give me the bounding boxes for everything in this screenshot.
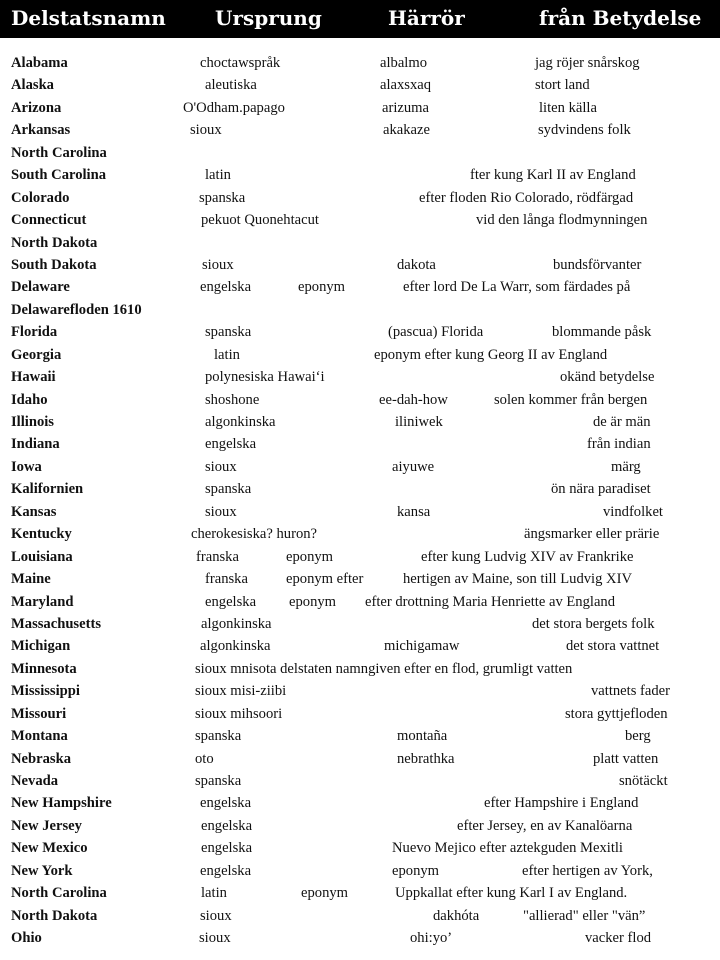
row-cell: algonkinska — [205, 414, 276, 430]
row-cell: nebrathka — [397, 750, 455, 767]
state-name: Arizona — [11, 99, 62, 116]
row-cell: eponym — [286, 548, 334, 565]
state-name: South Dakota — [11, 256, 97, 273]
table-row — [0, 792, 720, 814]
state-name: Indiana — [11, 436, 60, 453]
row-cell: de är män — [593, 414, 651, 430]
row-cell: vindfolket — [603, 503, 663, 520]
row-cell: Nuevo Mejico efter aztekguden Mexitli — [392, 840, 623, 857]
row-cell: eponym — [392, 862, 440, 879]
row-cell: hertigen av Maine, son till Ludvig XIV — [403, 571, 632, 588]
state-name: Michigan — [11, 638, 71, 655]
row-cell: dakhóta — [433, 907, 480, 924]
row-cell: dakota — [397, 256, 436, 273]
table-row — [0, 748, 720, 770]
row-cell: spanska — [199, 189, 246, 206]
state-name: Kentucky — [11, 526, 72, 543]
row-cell: platt vatten — [593, 750, 659, 767]
table-row — [0, 276, 720, 298]
row-cell: sioux mihsoori — [195, 705, 283, 722]
state-name: Colorado — [11, 189, 70, 206]
row-cell: engelska — [200, 279, 252, 296]
state-name: Nebraska — [11, 750, 71, 767]
row-cell: (pascua) Florida — [388, 324, 484, 341]
row-cell: latin — [214, 346, 240, 363]
table-row — [0, 546, 720, 568]
row-cell: eponym — [301, 885, 349, 902]
state-name: Ohio — [11, 930, 42, 947]
row-cell: sioux — [190, 122, 222, 139]
state-name: Georgia — [11, 346, 62, 363]
table-row — [0, 860, 720, 882]
table-row — [0, 433, 720, 455]
row-cell: efter hertigen av York, — [522, 862, 653, 879]
state-name: Hawaii — [11, 369, 56, 386]
row-cell: fter kung Karl II av England — [470, 167, 636, 184]
row-cell: sioux mnisota delstaten namngiven efter en flod, grumligt vatten — [195, 660, 573, 677]
row-cell: engelska — [205, 436, 257, 453]
row-cell: från indian — [587, 436, 651, 453]
row-cell: eponym — [298, 279, 346, 296]
row-cell: sioux — [200, 907, 232, 924]
row-cell: det stora bergets folk — [532, 615, 655, 632]
row-cell: montaña — [397, 728, 448, 745]
table-row — [0, 478, 720, 500]
state-name: Arkansas — [11, 122, 71, 139]
row-cell: O'Odham.papago — [183, 99, 285, 116]
table-row — [0, 703, 720, 725]
table-row — [0, 635, 720, 657]
row-cell: sioux — [202, 256, 234, 273]
row-cell: märg — [611, 458, 641, 475]
row-cell: aiyuwe — [392, 458, 435, 475]
state-name: Iowa — [11, 458, 42, 475]
state-name: Maryland — [11, 593, 74, 610]
row-cell: akakaze — [383, 122, 430, 139]
row-cell: eponym — [289, 593, 337, 610]
state-name: Illinois — [11, 414, 54, 430]
row-cell: latin — [205, 167, 231, 184]
row-cell: efter Hampshire i England — [484, 795, 639, 812]
table-row — [0, 815, 720, 837]
table-row — [0, 389, 720, 411]
table-row — [0, 591, 720, 613]
row-cell: alaxsxaq — [380, 77, 432, 94]
row-cell: efter kung Ludvig XIV av Frankrike — [421, 548, 634, 565]
table-row — [0, 321, 720, 343]
state-name: Mississippi — [11, 683, 80, 700]
state-name: North Dakota — [11, 907, 98, 924]
row-cell: latin — [201, 885, 227, 902]
row-cell: liten källa — [539, 99, 597, 116]
state-name: Alabama — [11, 55, 68, 71]
row-cell: pekuot Quonehtacut — [201, 212, 319, 229]
row-cell: michigamaw — [384, 638, 460, 655]
row-cell: spanska — [195, 773, 242, 789]
table-row — [0, 187, 720, 209]
table-row — [0, 680, 720, 702]
row-cell: spanska — [205, 481, 252, 498]
row-cell: "allierad" eller "vän” — [523, 907, 646, 924]
state-name: South Carolina — [11, 167, 107, 184]
row-cell: vacker flod — [585, 930, 652, 947]
row-cell: spanska — [205, 324, 252, 341]
row-cell: vid den långa flodmynningen — [476, 212, 648, 229]
row-cell: polynesiska Hawai‘i — [205, 369, 325, 386]
row-cell: jag röjer snårskog — [535, 55, 640, 71]
row-cell: engelska — [200, 862, 252, 879]
header-origin: Ursprung — [215, 6, 322, 30]
row-cell: franska — [205, 571, 248, 588]
row-cell: efter floden Rio Colorado, rödfärgad — [419, 189, 634, 206]
row-cell: efter Jersey, en av Kanalöarna — [457, 817, 633, 834]
row-cell: shoshone — [205, 391, 260, 408]
row-cell: albalmo — [380, 55, 428, 71]
state-name: Delawarefloden 1610 — [11, 301, 142, 318]
table-row — [0, 119, 720, 141]
table-row — [0, 97, 720, 119]
state-name: Connecticut — [11, 212, 87, 229]
row-cell: kansa — [397, 503, 431, 520]
state-name: Massachusetts — [11, 615, 101, 632]
state-name: Nevada — [11, 773, 59, 789]
table-row — [0, 299, 720, 321]
table-row — [0, 366, 720, 388]
state-name-table — [0, 52, 720, 950]
row-cell: ee-dah-how — [379, 391, 448, 408]
table-row — [0, 232, 720, 254]
row-cell: sioux — [205, 503, 237, 520]
table-row — [0, 882, 720, 904]
table-row — [0, 725, 720, 747]
state-name: Alaska — [11, 77, 54, 94]
table-row — [0, 613, 720, 635]
row-cell: iliniwek — [395, 414, 443, 430]
row-cell: choctawspråk — [200, 55, 281, 71]
row-cell: blommande påsk — [552, 324, 652, 341]
table-row — [0, 927, 720, 949]
state-name: Minnesota — [11, 660, 77, 677]
row-cell: oto — [195, 750, 214, 767]
state-name: New Jersey — [11, 817, 82, 834]
row-cell: efter drottning Maria Henriette av England — [365, 593, 616, 610]
row-cell: stort land — [535, 77, 590, 94]
row-cell: sydvindens folk — [538, 122, 631, 139]
row-cell: eponym efter kung Georg II av England — [374, 346, 608, 363]
table-row — [0, 837, 720, 859]
state-name: Kalifornien — [11, 481, 84, 498]
row-cell: cherokesiska? huron? — [191, 526, 318, 543]
row-cell: ängsmarker eller prärie — [524, 526, 660, 543]
row-cell: engelska — [201, 817, 253, 834]
state-name: North Carolina — [11, 144, 107, 161]
row-cell: okänd betydelse — [560, 369, 655, 386]
table-row — [0, 501, 720, 523]
state-name: Montana — [11, 728, 68, 745]
row-cell: efter lord De La Warr, som färdades på — [403, 279, 631, 296]
table-row — [0, 568, 720, 590]
row-cell: engelska — [200, 795, 252, 812]
row-cell: sioux misi-ziibi — [195, 683, 287, 700]
table-row — [0, 142, 720, 164]
state-name: New Mexico — [11, 840, 88, 857]
table-header — [0, 0, 720, 38]
row-cell: solen kommer från bergen — [494, 391, 648, 408]
row-cell: snötäckt — [619, 773, 668, 789]
state-name: Delaware — [11, 279, 70, 296]
state-name: New York — [11, 862, 73, 879]
table-row — [0, 523, 720, 545]
row-cell: algonkinska — [200, 638, 271, 655]
table-row — [0, 344, 720, 366]
table-row — [0, 770, 720, 792]
row-cell: spanska — [195, 728, 242, 745]
state-name: Maine — [11, 571, 51, 588]
header-state-name: Delstatsnamn — [11, 6, 166, 30]
table-row — [0, 456, 720, 478]
state-name: Florida — [11, 324, 58, 341]
row-cell: eponym efter — [286, 571, 364, 588]
state-name: North Carolina — [11, 885, 107, 902]
row-cell: ohi:yo’ — [410, 930, 453, 947]
row-cell: aleutiska — [205, 77, 257, 94]
row-cell: det stora vattnet — [566, 638, 660, 655]
table-row — [0, 209, 720, 231]
table-row — [0, 52, 720, 74]
row-cell: ön nära paradiset — [551, 481, 651, 498]
state-name: Kansas — [11, 503, 57, 520]
row-cell: sioux — [205, 458, 237, 475]
row-cell: bundsförvanter — [553, 256, 642, 273]
table-row — [0, 905, 720, 927]
row-cell: Uppkallat efter kung Karl I av England. — [395, 885, 628, 902]
state-name: Louisiana — [11, 548, 73, 565]
row-cell: stora gyttjefloden — [565, 705, 668, 722]
header-derived: Härrör — [388, 6, 465, 30]
table-row — [0, 658, 720, 680]
table-row — [0, 74, 720, 96]
row-cell: engelska — [201, 840, 253, 857]
row-cell: franska — [196, 548, 239, 565]
header-meaning: från Betydelse — [539, 6, 702, 30]
row-cell: vattnets fader — [591, 683, 671, 700]
state-name: New Hampshire — [11, 795, 112, 812]
state-name: Idaho — [11, 391, 48, 408]
row-cell: arizuma — [382, 99, 429, 116]
table-row — [0, 411, 720, 433]
state-name: Missouri — [11, 705, 67, 722]
state-name: North Dakota — [11, 234, 98, 251]
row-cell: berg — [625, 728, 651, 745]
row-cell: engelska — [205, 593, 257, 610]
table-row — [0, 254, 720, 276]
table-row — [0, 164, 720, 186]
row-cell: sioux — [199, 930, 231, 947]
row-cell: algonkinska — [201, 615, 272, 632]
